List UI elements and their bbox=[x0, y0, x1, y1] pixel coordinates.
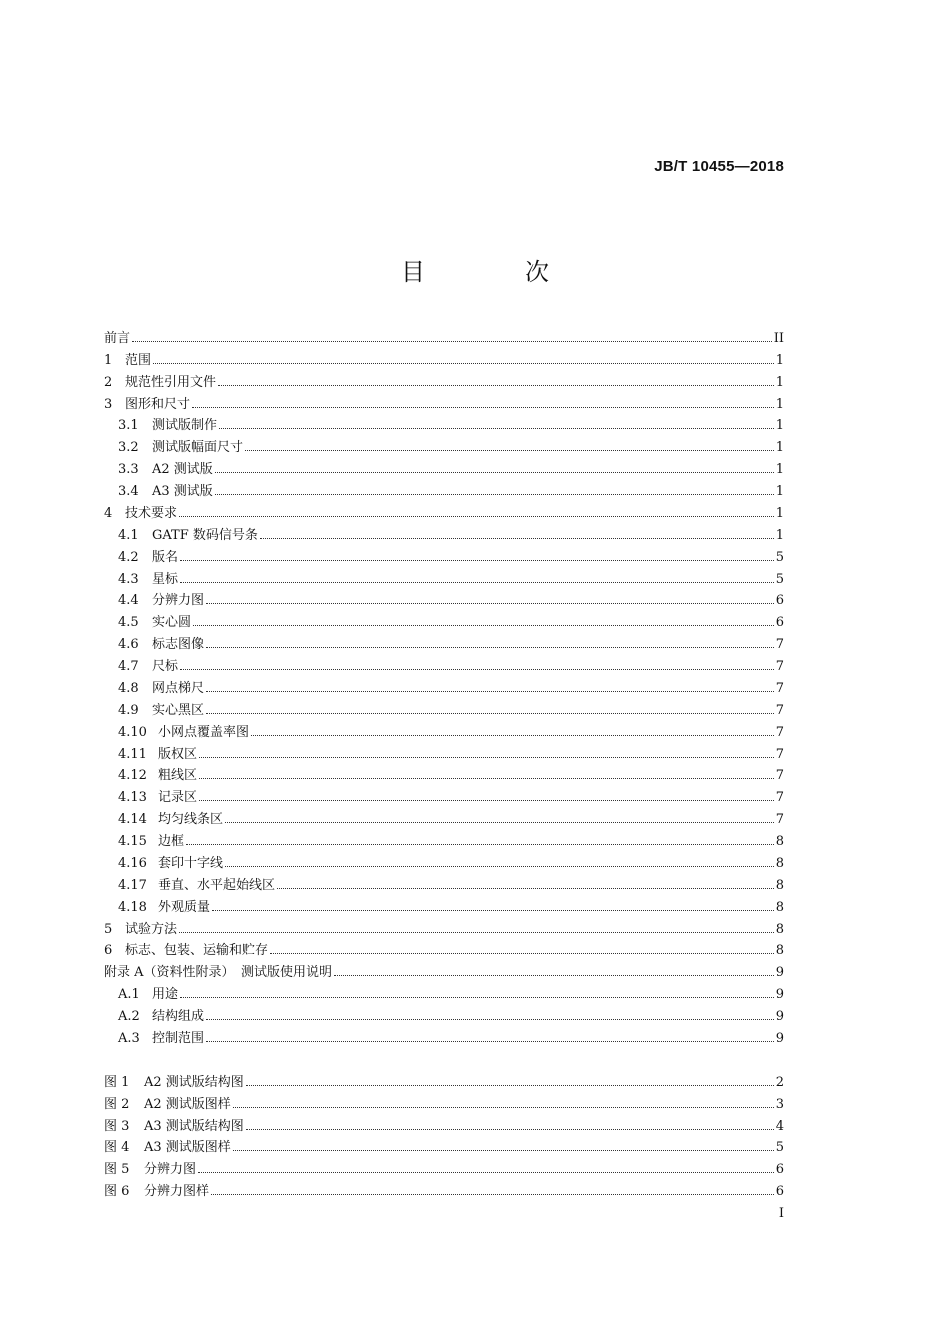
toc-page-number: 1 bbox=[775, 374, 784, 390]
document-code: JB/T 10455—2018 bbox=[654, 158, 784, 175]
figure-list-item[interactable] bbox=[104, 1113, 784, 1135]
toc-item[interactable] bbox=[104, 1025, 784, 1047]
dot-leader bbox=[233, 1149, 774, 1151]
toc-item[interactable] bbox=[104, 653, 784, 675]
toc-item[interactable] bbox=[104, 500, 784, 522]
dot-leader bbox=[206, 602, 774, 604]
toc-item-label: 星标 bbox=[152, 571, 179, 587]
toc-item-number: 3.3 bbox=[118, 462, 139, 478]
toc-page-number: 1 bbox=[775, 462, 784, 478]
figure-number: 图 4 bbox=[104, 1140, 130, 1156]
toc-item-number: 4.10 bbox=[118, 724, 147, 740]
toc-page-number: 3 bbox=[775, 1096, 784, 1112]
toc-item-number: 3.2 bbox=[118, 440, 139, 456]
toc-item-number: 4.3 bbox=[118, 571, 139, 587]
toc-item-number: 3.1 bbox=[118, 418, 139, 434]
toc-page-number: 8 bbox=[775, 921, 784, 937]
toc-item-label: 测试版幅面尺寸 bbox=[152, 440, 244, 456]
toc-page-number: 1 bbox=[775, 352, 784, 368]
dot-leader bbox=[334, 974, 774, 976]
toc-item[interactable] bbox=[104, 763, 784, 785]
dot-leader bbox=[186, 843, 774, 845]
figure-list-item[interactable] bbox=[104, 1091, 784, 1113]
toc-item-label: 实心黑区 bbox=[152, 702, 205, 718]
toc-page-number: 7 bbox=[775, 790, 784, 806]
toc-page-number: 2 bbox=[775, 1074, 784, 1090]
toc-page-number: 7 bbox=[775, 746, 784, 762]
toc-item-label: 附录 A（资料性附录） 测试版使用说明 bbox=[104, 965, 333, 981]
dot-leader bbox=[277, 887, 774, 889]
dot-leader bbox=[199, 756, 774, 758]
toc-page-number: 8 bbox=[775, 855, 784, 871]
toc-page-number: 8 bbox=[775, 877, 784, 893]
toc-item[interactable] bbox=[104, 522, 784, 544]
toc-item-label: A2 测试版 bbox=[152, 462, 213, 478]
table-of-contents bbox=[104, 325, 784, 1200]
toc-item-label: 技术要求 bbox=[125, 505, 178, 521]
figure-number: 图 5 bbox=[104, 1162, 130, 1178]
toc-item-number: 3.4 bbox=[118, 484, 139, 499]
toc-item[interactable] bbox=[104, 981, 784, 1003]
toc-item-label: 边框 bbox=[158, 834, 185, 849]
dot-leader bbox=[212, 909, 774, 911]
dot-leader bbox=[206, 1040, 774, 1042]
toc-item-number: 4 bbox=[104, 505, 113, 521]
toc-item-number: 4.1 bbox=[118, 527, 139, 543]
toc-page-number: 8 bbox=[775, 834, 784, 849]
figure-title: 分辨力图 bbox=[144, 1162, 197, 1178]
toc-item[interactable] bbox=[104, 938, 784, 960]
toc-item[interactable] bbox=[104, 544, 784, 566]
toc-item-label: 前言 bbox=[104, 330, 131, 346]
toc-item[interactable] bbox=[104, 609, 784, 631]
dot-leader bbox=[199, 799, 774, 801]
toc-page-number: 7 bbox=[775, 680, 784, 696]
figure-title: A2 测试版结构图 bbox=[144, 1074, 244, 1090]
toc-page-number: 4 bbox=[775, 1118, 784, 1134]
toc-page-number: 7 bbox=[775, 702, 784, 718]
figure-number: 图 6 bbox=[104, 1184, 130, 1200]
toc-item-label: 规范性引用文件 bbox=[125, 374, 217, 390]
dot-leader bbox=[246, 1084, 774, 1086]
toc-page-number: 7 bbox=[775, 768, 784, 784]
toc-item-label: 版名 bbox=[152, 549, 179, 565]
toc-item-number: 4.7 bbox=[118, 659, 139, 674]
dot-leader bbox=[225, 821, 774, 823]
toc-page-number: 7 bbox=[775, 637, 784, 653]
toc-page-number: 1 bbox=[775, 527, 784, 543]
toc-page-number: 1 bbox=[775, 418, 784, 434]
dot-leader bbox=[180, 668, 774, 670]
toc-item-number: 6 bbox=[104, 943, 113, 959]
page-title: 目 次 bbox=[401, 258, 587, 286]
figure-number: 图 2 bbox=[104, 1096, 130, 1112]
toc-item[interactable] bbox=[104, 784, 784, 806]
toc-item-number: A.1 bbox=[118, 987, 140, 1003]
toc-page-number: 9 bbox=[775, 1009, 784, 1024]
toc-item-number: 1 bbox=[104, 352, 113, 368]
toc-item[interactable] bbox=[104, 916, 784, 938]
toc-item-label: 分辨力图 bbox=[152, 593, 205, 609]
toc-item-number: 2 bbox=[104, 374, 113, 390]
figure-list-item[interactable] bbox=[104, 1135, 784, 1157]
dot-leader bbox=[225, 865, 774, 867]
figure-title: A2 测试版图样 bbox=[144, 1096, 231, 1112]
toc-item-number: 4.8 bbox=[118, 680, 139, 696]
toc-item-number: 4.18 bbox=[118, 899, 147, 915]
toc-item[interactable] bbox=[104, 391, 784, 413]
toc-item[interactable] bbox=[104, 719, 784, 741]
figure-list-item[interactable] bbox=[104, 1156, 784, 1178]
toc-item-label: 垂直、水平起始线区 bbox=[158, 877, 276, 893]
toc-item-label: 图形和尺寸 bbox=[125, 396, 191, 412]
toc-item[interactable] bbox=[104, 566, 784, 588]
dot-leader bbox=[211, 1193, 774, 1195]
toc-item[interactable] bbox=[104, 894, 784, 916]
figure-number: 图 1 bbox=[104, 1074, 130, 1090]
toc-item[interactable] bbox=[104, 631, 784, 653]
dot-leader bbox=[192, 406, 774, 408]
toc-item[interactable] bbox=[104, 741, 784, 763]
toc-item-number: 4.5 bbox=[118, 615, 139, 631]
toc-item-number: 4.15 bbox=[118, 834, 147, 849]
toc-item-label: 结构组成 bbox=[152, 1009, 205, 1024]
figure-number: 图 3 bbox=[104, 1118, 130, 1134]
dot-leader bbox=[180, 559, 774, 561]
toc-page-number: 5 bbox=[775, 549, 784, 565]
toc-page-number: 7 bbox=[775, 724, 784, 740]
toc-page-number: 9 bbox=[775, 1030, 784, 1046]
dot-leader bbox=[206, 646, 774, 648]
toc-item-number: 4.12 bbox=[118, 768, 147, 784]
dot-leader bbox=[215, 471, 774, 473]
dot-leader bbox=[246, 1128, 774, 1130]
toc-item-number: A.3 bbox=[118, 1030, 140, 1046]
toc-item-label: 用途 bbox=[152, 987, 179, 1003]
dot-leader bbox=[193, 624, 774, 626]
figure-title: A3 测试版图样 bbox=[144, 1140, 231, 1156]
toc-page-number: 8 bbox=[775, 943, 784, 959]
page-number: I bbox=[778, 1206, 784, 1221]
toc-item-label: 尺标 bbox=[152, 659, 179, 674]
toc-item-label: 范围 bbox=[125, 352, 152, 368]
toc-item-label: 网点梯尺 bbox=[152, 680, 205, 696]
toc-item-label: 实心圆 bbox=[152, 615, 192, 631]
dot-leader bbox=[245, 449, 774, 451]
toc-item-label: 外观质量 bbox=[158, 899, 211, 915]
toc-item-number: 5 bbox=[104, 921, 113, 937]
toc-item-label: 记录区 bbox=[158, 790, 198, 806]
toc-page-number: 7 bbox=[775, 659, 784, 674]
dot-leader bbox=[251, 734, 774, 736]
toc-page-number: 7 bbox=[775, 812, 784, 828]
dot-leader bbox=[180, 996, 774, 998]
toc-item[interactable] bbox=[104, 478, 784, 500]
dot-leader bbox=[180, 581, 774, 583]
dot-leader bbox=[206, 1018, 774, 1020]
toc-item-label: GATF 数码信号条 bbox=[152, 527, 258, 543]
toc-page-number: 1 bbox=[775, 440, 784, 456]
figure-list-item[interactable] bbox=[104, 1178, 784, 1200]
toc-page-number: 6 bbox=[775, 593, 784, 609]
dot-leader bbox=[153, 362, 774, 364]
toc-item[interactable] bbox=[104, 806, 784, 828]
toc-item-label: 标志、包装、运输和贮存 bbox=[125, 943, 269, 959]
toc-item[interactable] bbox=[104, 675, 784, 697]
toc-item[interactable] bbox=[104, 434, 784, 456]
dot-leader bbox=[179, 515, 774, 517]
toc-item-number: 4.16 bbox=[118, 855, 147, 871]
toc-item-number: 4.11 bbox=[118, 746, 147, 762]
toc-item-label: 控制范围 bbox=[152, 1030, 205, 1046]
toc-page-number: 5 bbox=[775, 1140, 784, 1156]
toc-item-label: 套印十字线 bbox=[158, 855, 224, 871]
toc-item-number: 4.14 bbox=[118, 812, 147, 828]
toc-page-number: 6 bbox=[775, 1162, 784, 1178]
dot-leader bbox=[218, 384, 774, 386]
toc-item-label: 小网点覆盖率图 bbox=[158, 724, 250, 740]
toc-item-label: 版权区 bbox=[158, 746, 198, 762]
toc-page-number: 9 bbox=[775, 987, 784, 1003]
toc-page-number: II bbox=[773, 330, 784, 346]
dot-leader bbox=[260, 537, 774, 539]
dot-leader bbox=[219, 427, 774, 429]
toc-page-number: 1 bbox=[775, 484, 784, 499]
toc-page-number: 8 bbox=[775, 899, 784, 915]
toc-item-number: 4.4 bbox=[118, 593, 139, 609]
toc-item-label: 测试版制作 bbox=[152, 418, 218, 434]
toc-item-number: 4.6 bbox=[118, 637, 139, 653]
toc-page-number: 1 bbox=[775, 396, 784, 412]
dot-leader bbox=[198, 1171, 774, 1173]
toc-item-label: 粗线区 bbox=[158, 768, 198, 784]
dot-leader bbox=[233, 1106, 774, 1108]
dot-leader bbox=[199, 777, 774, 779]
dot-leader bbox=[206, 690, 774, 692]
toc-item[interactable] bbox=[104, 456, 784, 478]
dot-leader bbox=[270, 952, 774, 954]
toc-item[interactable] bbox=[104, 325, 784, 347]
toc-item-label: 均匀线条区 bbox=[158, 812, 224, 828]
toc-item[interactable] bbox=[104, 588, 784, 610]
toc-item-number: 4.17 bbox=[118, 877, 147, 893]
dot-leader bbox=[215, 493, 774, 495]
dot-leader bbox=[132, 340, 772, 342]
toc-item-number: 4.9 bbox=[118, 702, 139, 718]
toc-item[interactable] bbox=[104, 369, 784, 391]
toc-item-label: 试验方法 bbox=[125, 921, 178, 937]
toc-item-number: 4.2 bbox=[118, 549, 139, 565]
figure-title: 分辨力图样 bbox=[144, 1184, 210, 1200]
toc-item[interactable] bbox=[104, 872, 784, 894]
dot-leader bbox=[206, 712, 774, 714]
toc-item-label: 标志图像 bbox=[152, 637, 205, 653]
toc-item-number: 3 bbox=[104, 396, 113, 412]
dot-leader bbox=[179, 931, 774, 933]
toc-item-number: 4.13 bbox=[118, 790, 147, 806]
figure-list-item[interactable] bbox=[104, 1069, 784, 1091]
figure-title: A3 测试版结构图 bbox=[144, 1118, 244, 1134]
toc-page-number: 9 bbox=[775, 965, 784, 981]
toc-page-number: 6 bbox=[775, 1184, 784, 1200]
toc-page-number: 1 bbox=[775, 505, 784, 521]
toc-item-number: A.2 bbox=[118, 1009, 140, 1024]
toc-item[interactable] bbox=[104, 413, 784, 435]
toc-item[interactable] bbox=[104, 1003, 784, 1025]
toc-item[interactable] bbox=[104, 697, 784, 719]
toc-item-label: A3 测试版 bbox=[152, 484, 213, 499]
toc-item[interactable] bbox=[104, 959, 784, 981]
toc-page-number: 5 bbox=[775, 571, 784, 587]
section-gap bbox=[104, 1047, 784, 1069]
toc-item[interactable] bbox=[104, 828, 784, 850]
toc-page-number: 6 bbox=[775, 615, 784, 631]
toc-item[interactable] bbox=[104, 850, 784, 872]
toc-item[interactable] bbox=[104, 347, 784, 369]
